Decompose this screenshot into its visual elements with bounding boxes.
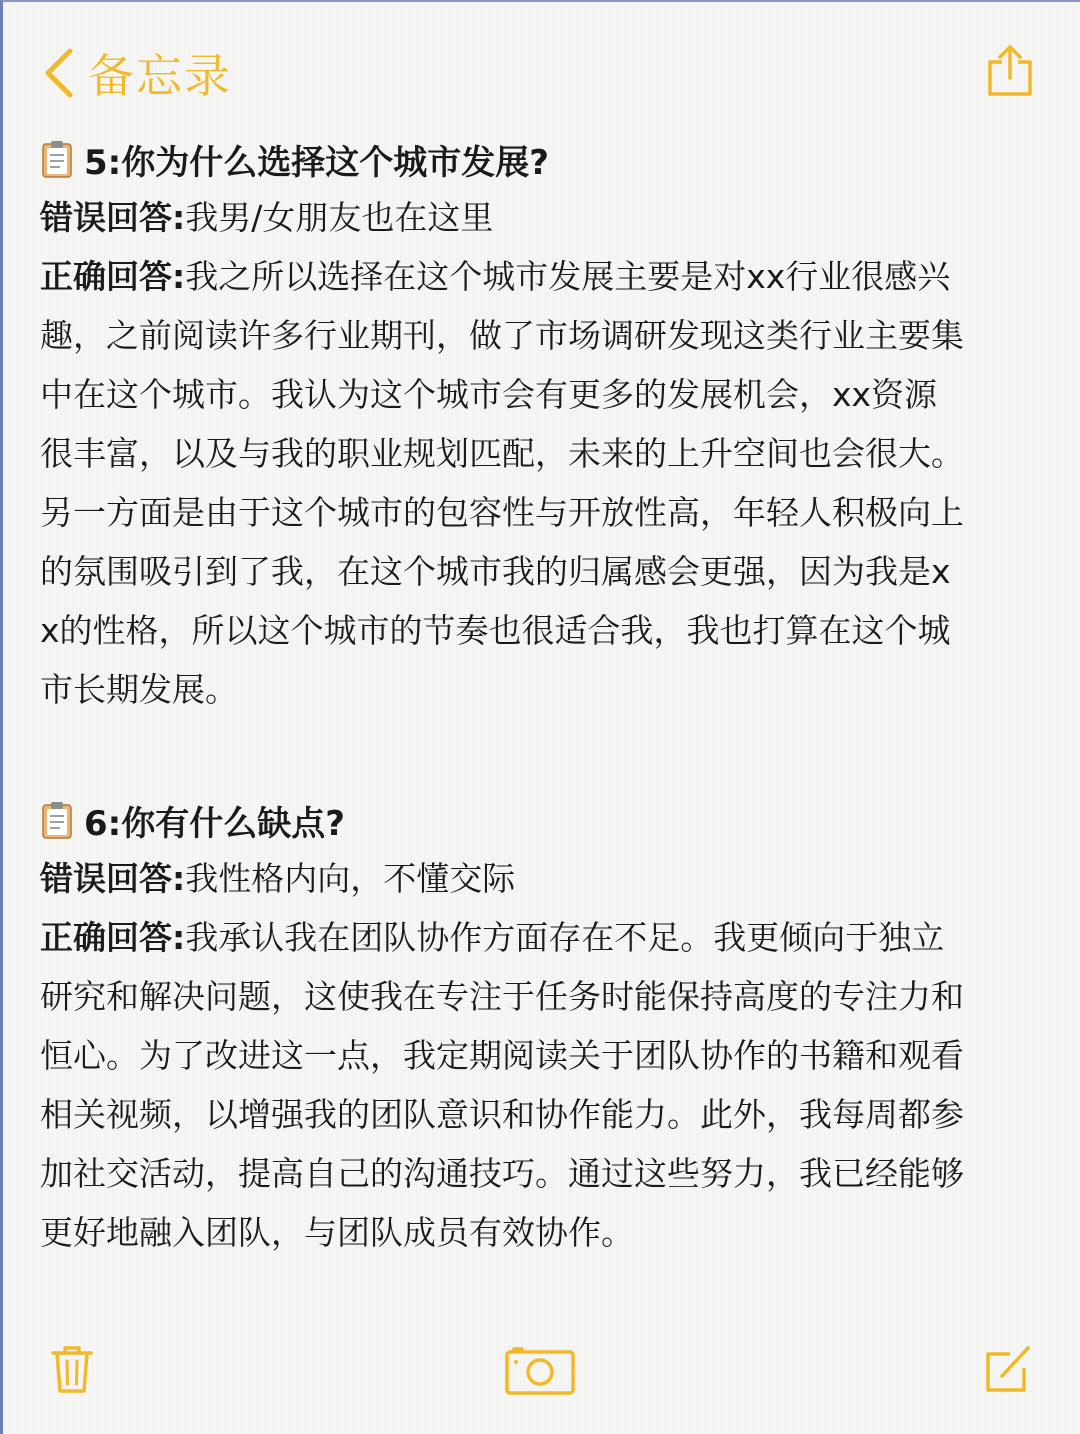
clipboard-icon — [40, 139, 74, 179]
camera-icon[interactable] — [504, 1346, 576, 1396]
wrong-answer-text: 我性格内向，不懂交际 — [185, 859, 516, 898]
wrong-answer-text: 我男/女朋友也在这里 — [185, 198, 494, 237]
qa-section-5 — [40, 130, 970, 719]
clipboard-icon — [40, 800, 74, 840]
correct-answer-label: 正确回答: — [40, 257, 186, 296]
bottom-toolbar — [0, 1344, 1080, 1404]
correct-answer — [40, 908, 970, 1262]
wrong-answer-label: 错误回答: — [40, 859, 186, 898]
wrong-answer — [40, 188, 970, 247]
correct-answer-text: 我之所以选择在这个城市发展主要是对xx行业很感兴趣，之前阅读许多行业期刊，做了市场调研发现这类行业主要集中在这个城市。我认为这个城市会有更多的发展机会，xx资源很丰富，以及与我的职业规划匹配，未来的上升空间也会很大。另一方面是由于这个城市的包容性与开放性高，年轻人积极向上的氛围吸引到了我，在这个城市我的归属感会更强，因为我是xx的性格，所以这个城市的节奏也很适合我，我也打算在这个城市长期发展。 — [40, 257, 964, 709]
qa-section-6 — [40, 791, 970, 1262]
share-icon[interactable] — [986, 44, 1034, 98]
wrong-answer-label: 错误回答: — [40, 198, 186, 237]
wrong-answer — [40, 849, 970, 908]
nav-back-label: 备忘录 — [88, 49, 232, 103]
question-text: 6:你有什么缺点? — [84, 803, 345, 844]
chevron-left-icon — [38, 43, 82, 103]
section-spacer — [40, 719, 970, 791]
correct-answer-text: 我承认我在团队协作方面存在不足。我更倾向于独立研究和解决问题，这使我在专注于任务时能保持高度的专注力和恒心。为了改进这一点，我定期阅读关于团队协作的书籍和观看相关视频，以增强我的团队意识和协作能力。此外，我每周都参加社交活动，提高自己的沟通技巧。通过这些努力，我已经能够更好地融入团队，与团队成员有效协作。 — [40, 918, 964, 1252]
question-text: 5:你为什么选择这个城市发展? — [84, 142, 549, 183]
trash-icon[interactable] — [50, 1344, 94, 1394]
note-body[interactable] — [40, 130, 970, 1262]
question-heading — [40, 130, 970, 188]
question-heading — [40, 791, 970, 849]
correct-answer-label: 正确回答: — [40, 918, 186, 957]
nav-back-button[interactable] — [38, 38, 232, 108]
compose-icon[interactable] — [984, 1344, 1032, 1394]
correct-answer — [40, 247, 970, 719]
